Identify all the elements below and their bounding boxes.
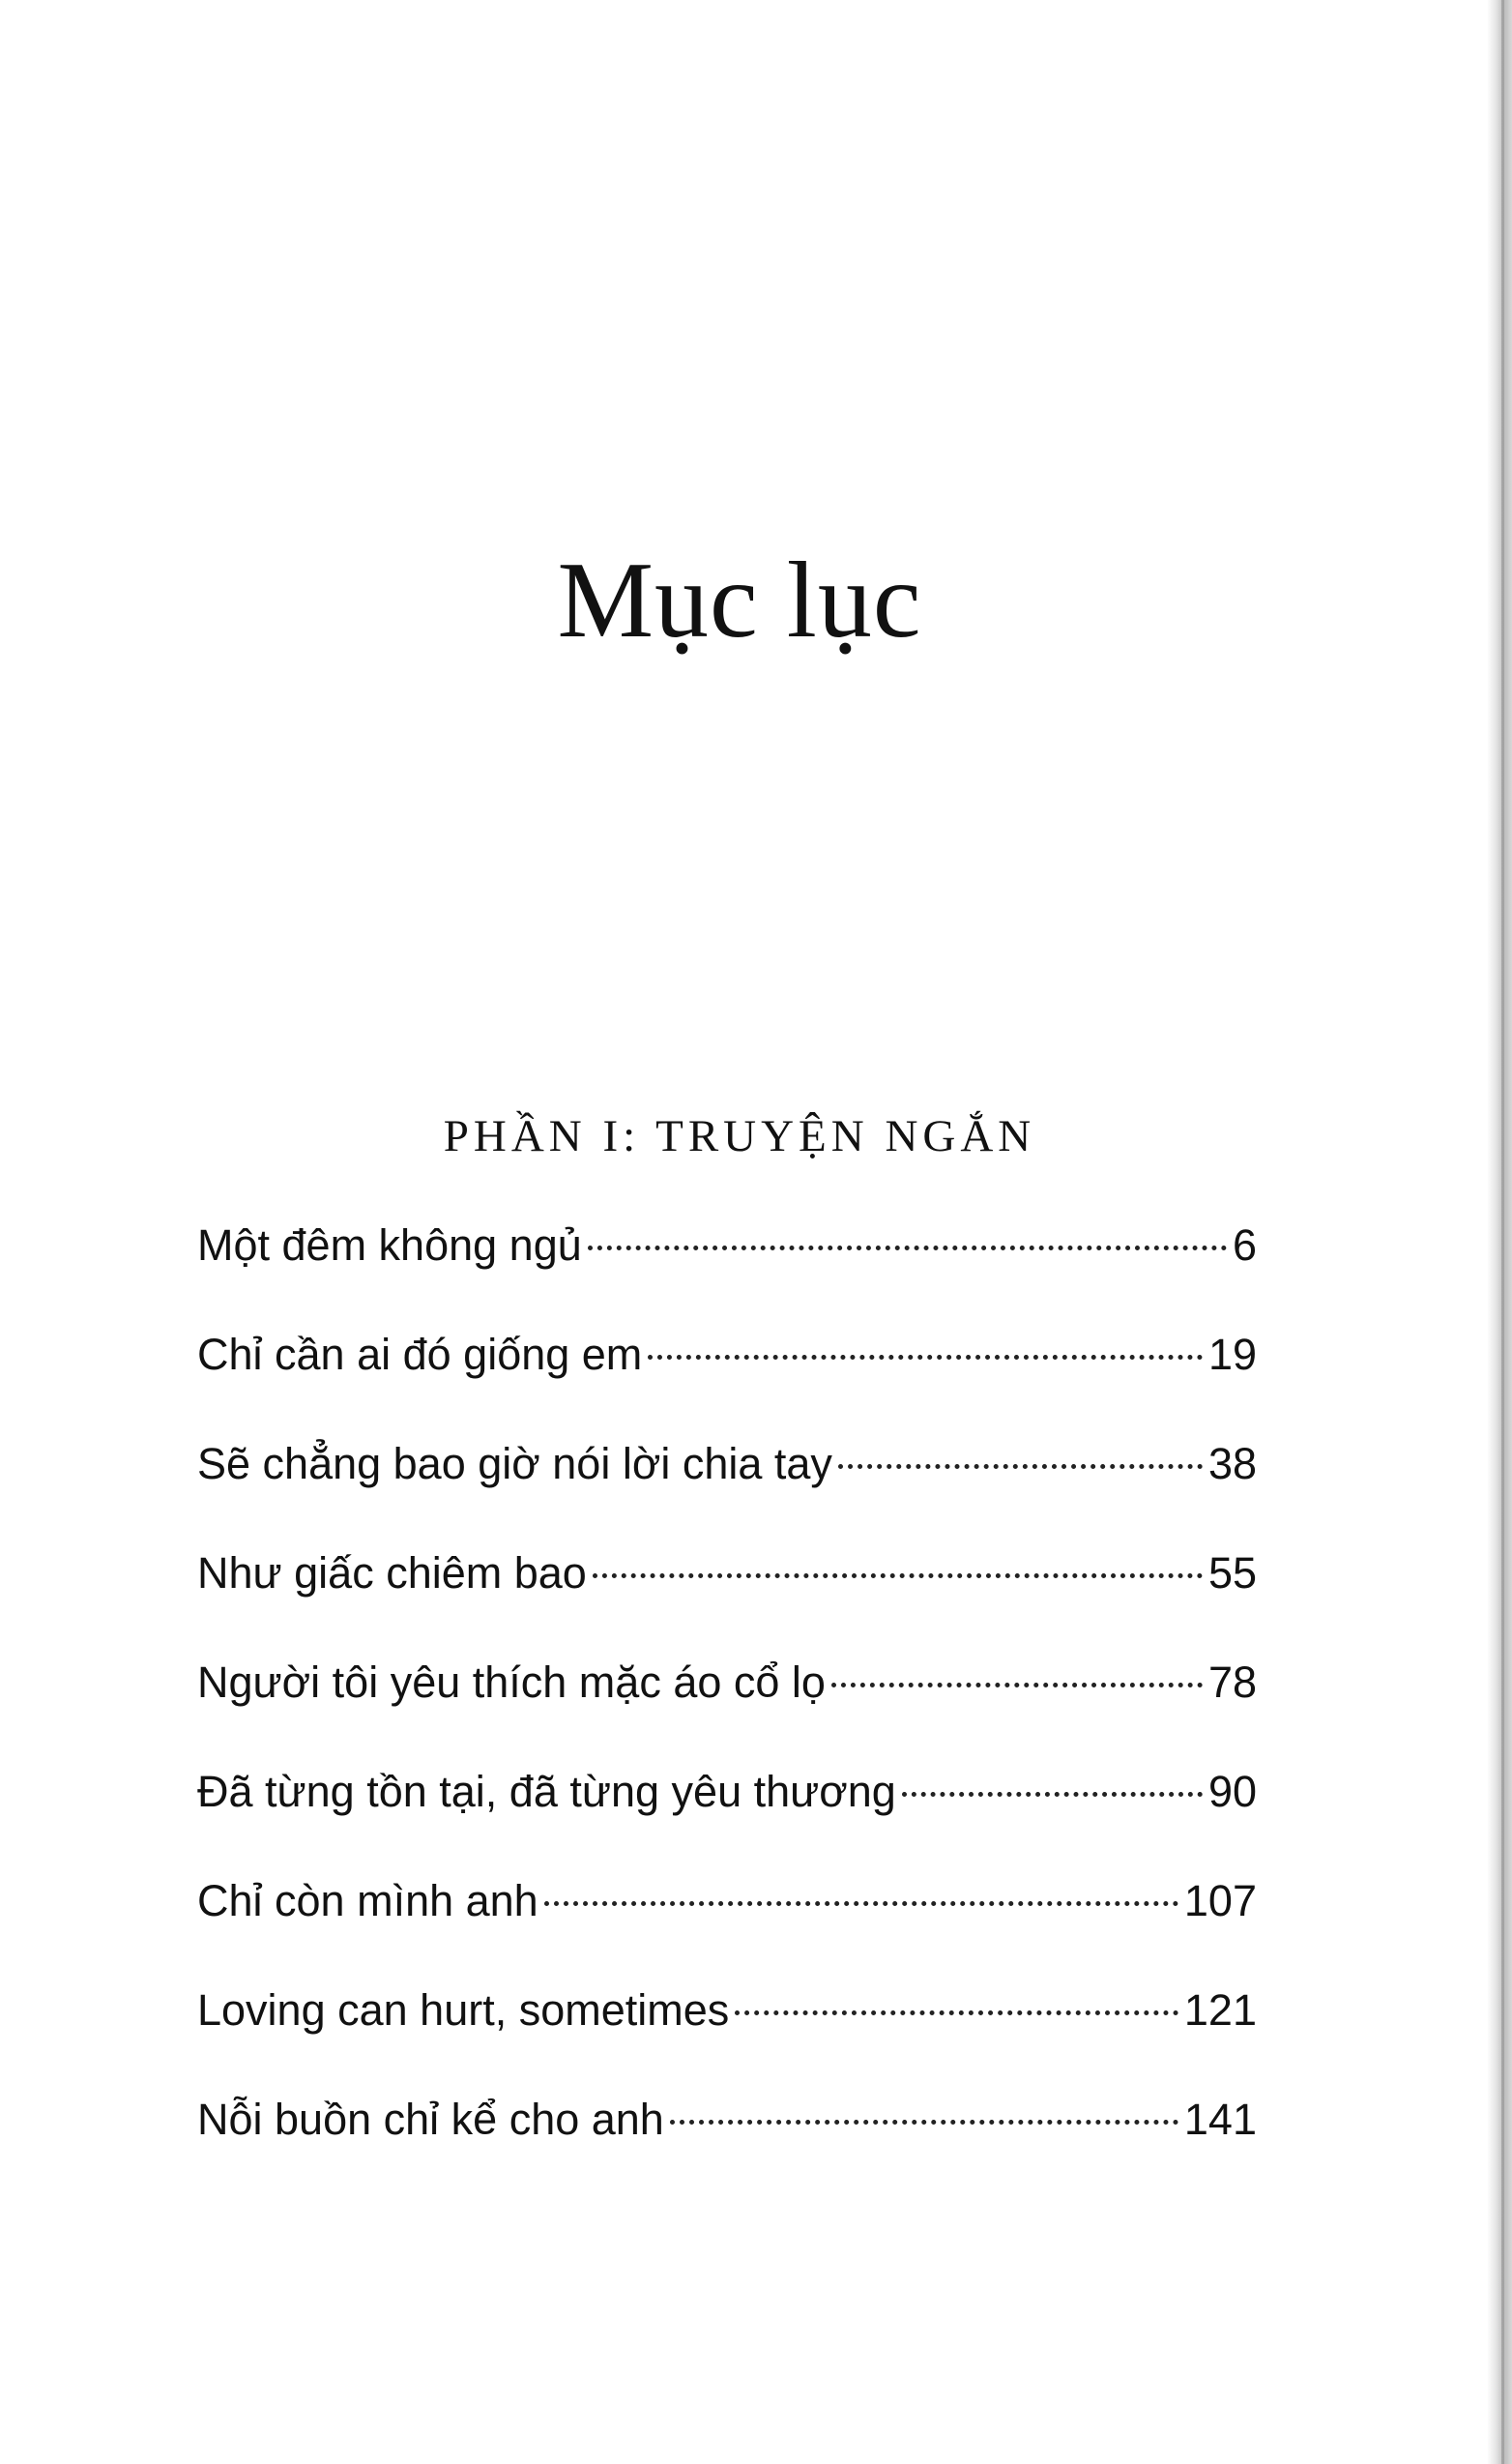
toc-entry [197, 1439, 1257, 1548]
toc-entry-page: 6 [1232, 1220, 1257, 1270]
dot-leader [838, 1464, 1203, 1469]
table-of-contents [197, 1220, 1257, 2204]
toc-entry-page: 141 [1183, 2095, 1257, 2144]
toc-entry [197, 1548, 1257, 1657]
toc-entry [197, 1985, 1257, 2095]
toc-entry [197, 1220, 1257, 1330]
toc-entry-title: Như giấc chiêm bao [197, 1548, 587, 1598]
page-edge [1487, 0, 1512, 2464]
toc-entry-title: Đã từng tồn tại, đã từng yêu thương [197, 1767, 896, 1816]
page-edge-shadow [1501, 0, 1504, 2464]
toc-entry-page: 55 [1207, 1548, 1257, 1598]
dot-leader [648, 1355, 1203, 1360]
toc-entry [197, 1767, 1257, 1876]
toc-entry [197, 1657, 1257, 1767]
toc-entry-title: Loving can hurt, sometimes [197, 1985, 730, 2035]
dot-leader [831, 1683, 1203, 1687]
toc-entry-page: 90 [1207, 1767, 1257, 1816]
dot-leader [593, 1573, 1203, 1578]
toc-entry-title: Sẽ chẳng bao giờ nói lời chia tay [197, 1439, 832, 1488]
section-heading: PHẦN I: TRUYỆN NGẮN [443, 1111, 1036, 1161]
toc-entry-page: 78 [1207, 1657, 1257, 1707]
toc-entry-page: 38 [1207, 1439, 1257, 1488]
dot-leader [588, 1246, 1227, 1250]
toc-entry-title: Người tôi yêu thích mặc áo cổ lọ [197, 1657, 826, 1707]
dot-leader [902, 1792, 1203, 1797]
toc-entry-title: Chỉ còn mình anh [197, 1876, 538, 1925]
toc-entry [197, 1876, 1257, 1985]
dot-leader [544, 1901, 1178, 1906]
toc-entry-title: Một đêm không ngủ [197, 1220, 582, 1270]
toc-entry-page: 121 [1183, 1985, 1257, 2035]
toc-entry-title: Nỗi buồn chỉ kể cho anh [197, 2095, 664, 2144]
dot-leader [735, 2010, 1178, 2015]
toc-entry-page: 107 [1183, 1876, 1257, 1925]
dot-leader [670, 2120, 1178, 2125]
page-title: Mục lục [557, 541, 922, 660]
toc-entry [197, 1330, 1257, 1439]
toc-entry [197, 2095, 1257, 2204]
toc-entry-title: Chỉ cần ai đó giống em [197, 1330, 643, 1379]
toc-entry-page: 19 [1207, 1330, 1257, 1379]
